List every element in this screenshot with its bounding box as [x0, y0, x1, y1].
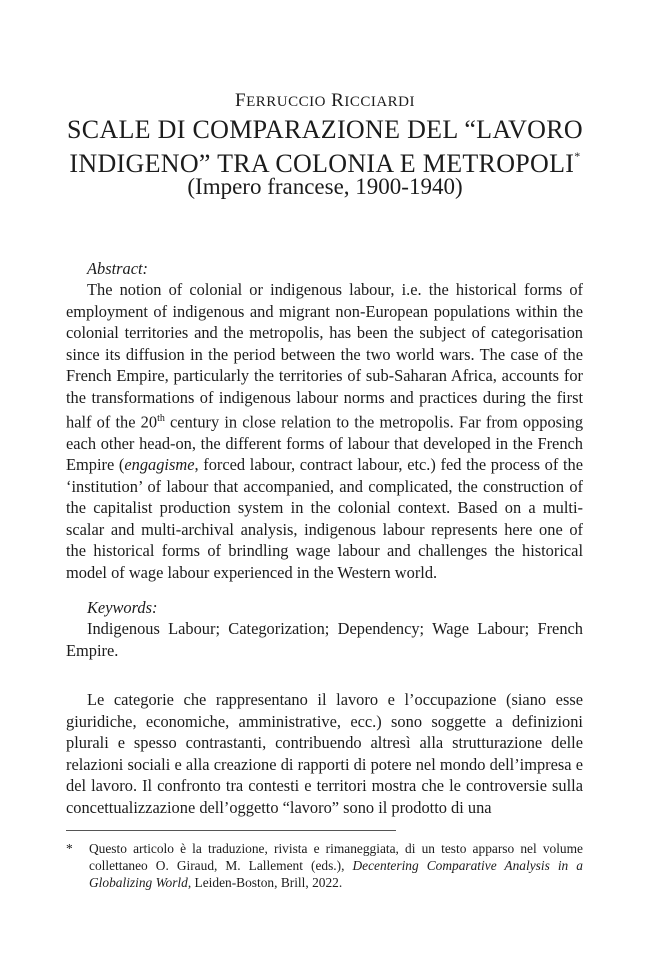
- title-line-2-text: INDIGENO” TRA COLONIA E METROPOLI: [69, 149, 575, 178]
- footnote-marker: *: [66, 841, 73, 856]
- author-first-rest: ERRUCCIO: [246, 94, 326, 110]
- author-last-rest: ICCIARDI: [344, 94, 416, 110]
- abstract-body: [66, 279, 583, 583]
- article-subtitle: (Impero francese, 1900-1940): [187, 174, 463, 199]
- footnote-divider: [66, 830, 396, 831]
- footnote-book-title: Decentering Comparative Analysis in a Globalizing World: [89, 858, 583, 890]
- abstract-label: Abstract:: [87, 259, 149, 278]
- abstract-text-3: , forced labour, contract labour, etc.) fed the process of the ‘institution’ of labour that accompanied, and complicated, the construction of the capitalist production system in the colonial context. Based on a multi-scalar and multi-archival analysis, indigenous labour represents here one of the historical forms of brindling wage labour and challenges the historical model of wage labour experienced in the Western world.: [66, 455, 583, 582]
- abstract-italic-term: engagisme: [124, 455, 195, 475]
- keywords-body: [66, 618, 583, 661]
- article-title: [0, 116, 650, 177]
- footnote: [66, 840, 583, 891]
- intro-paragraph: Le categorie che rappresentano il lavoro e l’occupazione (siano esse giuridiche, economiche, amministrative, ecc.) sono soggette a definizioni plurali e spesso contrastanti, contribuendo altresì alla strutturazione delle relazioni sociali e alla creazione di rapporti di potere nel mondo dell’impresa e del lavoro. Il confronto tra contesti e territori mostra che le controversie sulla concettualizzazione dell’oggetto “lavoro” sono il prodotto di una: [66, 690, 583, 817]
- abstract-text-1: The notion of colonial or indigenous labour, i.e. the historical forms of employment of indigenous and migrant non-European populations within the colonial territories and the metropolis, has been the subject of categorisation since its diffusion in the period between the two world wars. The case of the French Empire, particularly the territories of sub-Saharan Africa, accounts for the transformations of indigenous labour norms and practices during the first half of the 20: [66, 280, 583, 432]
- keywords-label-block: [66, 597, 583, 619]
- footnote-text-1: Questo articolo è la traduzione, rivista e rimaneggiata, di un testo apparso nel volume collettaneo O. Giraud, M. Lallement (eds.),: [89, 841, 583, 873]
- abstract-label-block: [66, 258, 583, 280]
- keywords-list: Indigenous Labour; Categorization; Dependency; Wage Labour; French Empire.: [66, 619, 583, 660]
- intro-body: [66, 689, 583, 818]
- abstract-text-2: century in close relation to the metropolis. Far from opposing each other head-on, the different forms of labour that developed in the French Empire (: [66, 412, 584, 475]
- author-first-initial: F: [234, 90, 247, 111]
- author-name: [0, 90, 650, 112]
- title-line-2: [0, 143, 650, 177]
- abstract-superscript: th: [157, 413, 165, 424]
- keywords-label: Keywords:: [87, 598, 158, 617]
- author-last-initial: R: [331, 90, 345, 111]
- title-note-marker[interactable]: *: [574, 149, 581, 163]
- footnote-text: [89, 840, 583, 891]
- abstract-paragraph: [66, 279, 583, 583]
- footnote-text-2: , Leiden-Boston, Brill, 2022.: [187, 875, 343, 890]
- title-line-1: SCALE DI COMPARAZIONE DEL “LAVORO: [67, 115, 583, 144]
